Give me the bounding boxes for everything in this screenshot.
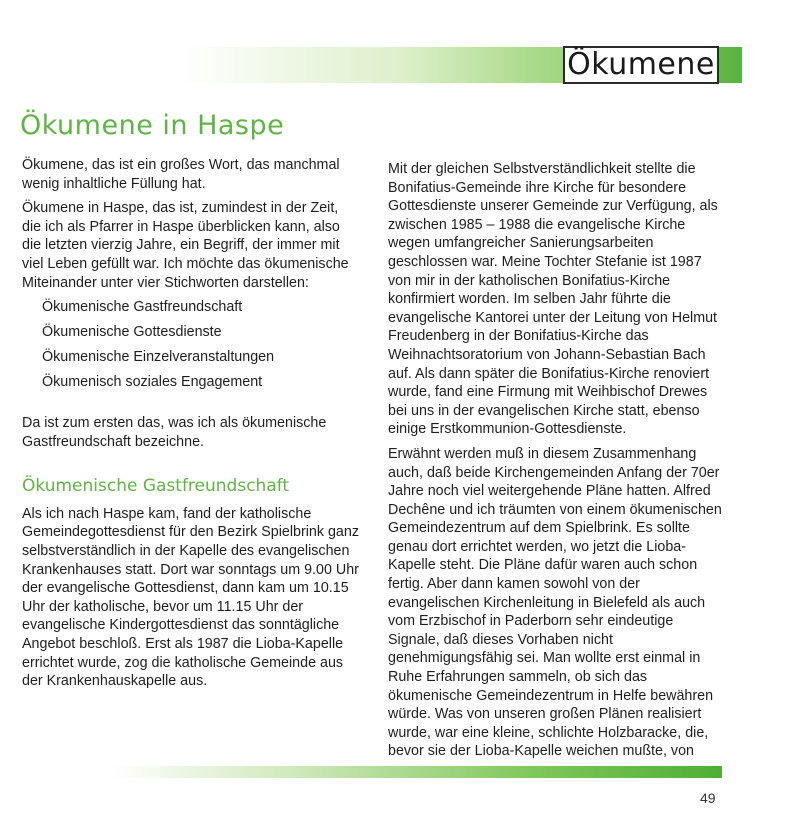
body-paragraph: Mit der gleichen Selbstverständlichkeit stellte die Bonifatius-Gemeinde ihre Kirche für besondere Gottesdienste unserer Gemeinde zur Verfügung, als zwischen 1985 – 1988 die evangelische Kirche wegen umfangreicher Sanierungsarbeiten geschlossen war. Meine Tochter Stefanie ist 1987 von mir in der katholischen Bonifatius-Kirche konfirmiert worden. Im selben Jahr führte die evangelische Kantorei unter der Leitung von Helmut Freudenberg in der Bonifatius-Kirche das Weihnachtsoratorium von Johann-Sebastian Bach auf. Als dann später die Bonifatius-Kirche renoviert wurde, fand eine Firmung mit Weihbischof Drewes bei uns in der evangelischen Kirche statt, ebenso einige Erstkommunion-Gottesdienste. (388, 161, 718, 438)
topic-item: Ökumenische Gottesdienste (42, 324, 222, 341)
topic-list (22, 298, 360, 392)
topic-item: Ökumenische Einzelveranstaltungen (42, 349, 275, 366)
right-column (388, 160, 728, 767)
page-number: 49 (700, 790, 716, 806)
section-paragraph: Als ich nach Haspe kam, fand der katholische Gemeindegottesdienst für den Bezirk Spielbrink ganz selbstverständlich in der Kapelle des evangelischen Krankenhauses statt. Dort war sonntags um 9.00 Uhr der evangelische Gottesdienst, dann kam um 10.15 Uhr der katholische, bevor um 11.15 Uhr der evangelische Kindergottesdienst das sonntägliche Angebot beschloß. Erst als 1987 die Lioba-Kapelle errichtet wurde, zog die katholische Gemeinde aus der Krankenhauskapelle aus. (22, 505, 359, 690)
intro-paragraph: Ökumene in Haspe, das ist, zumindest in der Zeit, die ich als Pfarrer in Haspe überblicken kann, also die letzten vierzig Jahre, ein Begriff, der immer mit viel Leben gefüllt war. Ich möchte das ökumenische Miteinander unter vier Stichworten darstellen: (22, 200, 349, 291)
topic-item: Ökumenische Gastfreundschaft (42, 299, 243, 316)
section-tab: Ökumene (563, 46, 719, 84)
section-subheading: Ökumenische Gastfreundschaft (22, 476, 290, 497)
transition-paragraph: Da ist zum ersten das, was ich als ökumenische Gastfreundschaft bezeichne. (22, 415, 327, 450)
footer-gradient-band (110, 766, 722, 778)
intro-paragraph: Ökumene, das ist ein großes Wort, das manchmal wenig inhaltliche Füllung hat. (22, 157, 340, 192)
body-paragraph: Erwähnt werden muß in diesem Zusammenhang auch, daß beide Kirchengemeinden Anfang der 70er Jahre noch viel weitergehende Pläne hatten. Alfred Dechêne und ich träumten von einem ökumenischen Gemeindezentrum auf dem Spielbrink. Es sollte genau dort errichtet werden, wo jetzt die Lioba-Kapelle steht. Die Pläne dafür waren auch schon fertig. Aber dann kamen sowohl von der evangelischen Kirchenleitung in Bielefeld als auch vom Erzbischof in Paderborn sehr eindeutige Signale, daß dieses Vorhaben nicht genehmigungsfähig sei. Man wollte erst einmal in Ruhe Erfahrungen sammeln, ob sich das ökumenische Gemeindezentrum in Helfe bewähren würde. Was von unseren großen Plänen realisiert wurde, war eine kleine, schlichte Holzbaracke, die, bevor sie der Lioba-Kapelle weichen mußte, von (388, 445, 722, 760)
left-column (22, 156, 360, 697)
page-title: Ökumene in Haspe (20, 110, 285, 141)
topic-item: Ökumenisch soziales Engagement (42, 374, 263, 391)
